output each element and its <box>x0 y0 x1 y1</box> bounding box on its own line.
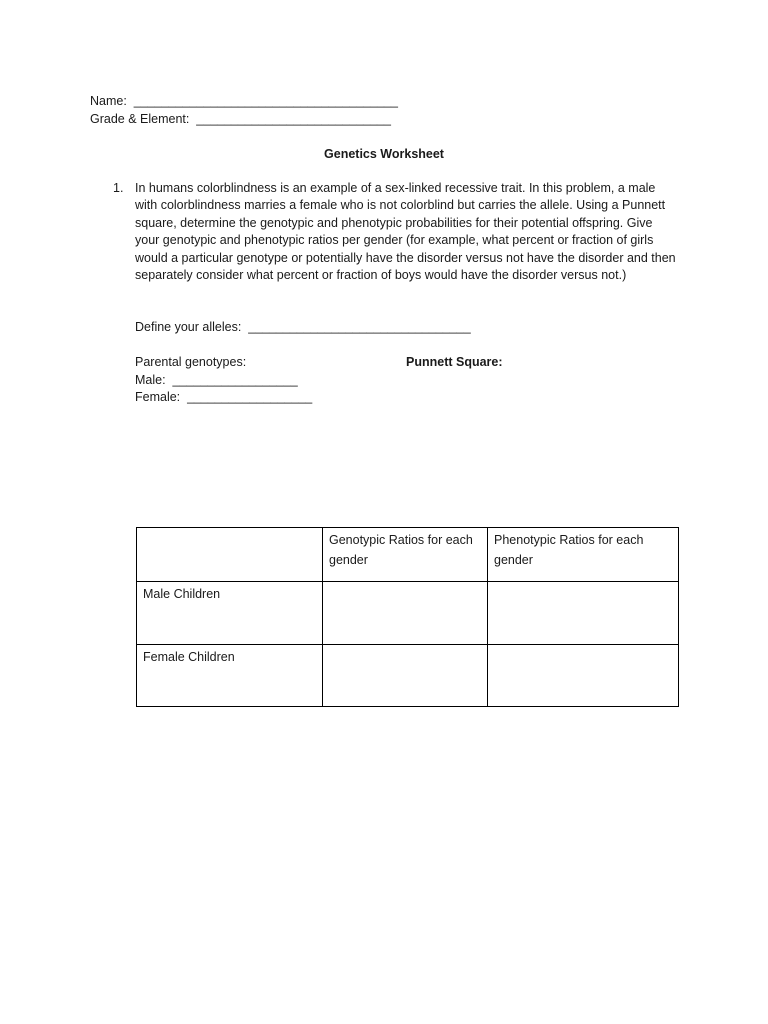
female-genotype-line: Female: __________________ <box>135 390 313 404</box>
phenotypic-ratios-header: Phenotypic Ratios for each gender <box>488 528 679 582</box>
female-phenotypic-cell <box>488 645 679 707</box>
table-header-row <box>137 528 679 582</box>
male-children-label: Male Children <box>137 582 323 645</box>
male-genotype-line: Male: __________________ <box>135 373 298 387</box>
parental-genotypes-label: Parental genotypes: <box>135 355 247 369</box>
male-genotypic-cell <box>323 582 488 645</box>
genotypic-ratios-header: Genotypic Ratios for each gender <box>323 528 488 582</box>
grade-element-field-line: Grade & Element: ____________________________ <box>90 112 391 126</box>
question-text: In humans colorblindness is an example of a sex-linked recessive trait. In this problem, a male with colorblindness marries a female who is not colorblind but carries the allele. Using a Punnett square, determine the genotypic and phenotypic probabilities for their potential offspring. Give your genotypic and phenotypic ratios per gender (for example, what percent or fraction of girls would a particular genotype or potentially have the disorder versus not have the disorder and then separately consider what percent or fraction of boys would have the disorder versus not.) <box>135 181 676 283</box>
question-number: 1. <box>113 181 124 195</box>
name-field-line: Name: ______________________________________ <box>90 94 398 108</box>
worksheet-title: Genetics Worksheet <box>324 147 444 161</box>
punnett-square-label: Punnett Square: <box>406 355 503 369</box>
table-row <box>137 582 679 645</box>
define-alleles-line: Define your alleles: ________________________________ <box>135 320 471 334</box>
female-children-label: Female Children <box>137 645 323 707</box>
male-phenotypic-cell <box>488 582 679 645</box>
table-header-blank-cell <box>137 528 323 582</box>
table-row <box>137 645 679 707</box>
female-genotypic-cell <box>323 645 488 707</box>
ratios-table <box>136 527 679 707</box>
